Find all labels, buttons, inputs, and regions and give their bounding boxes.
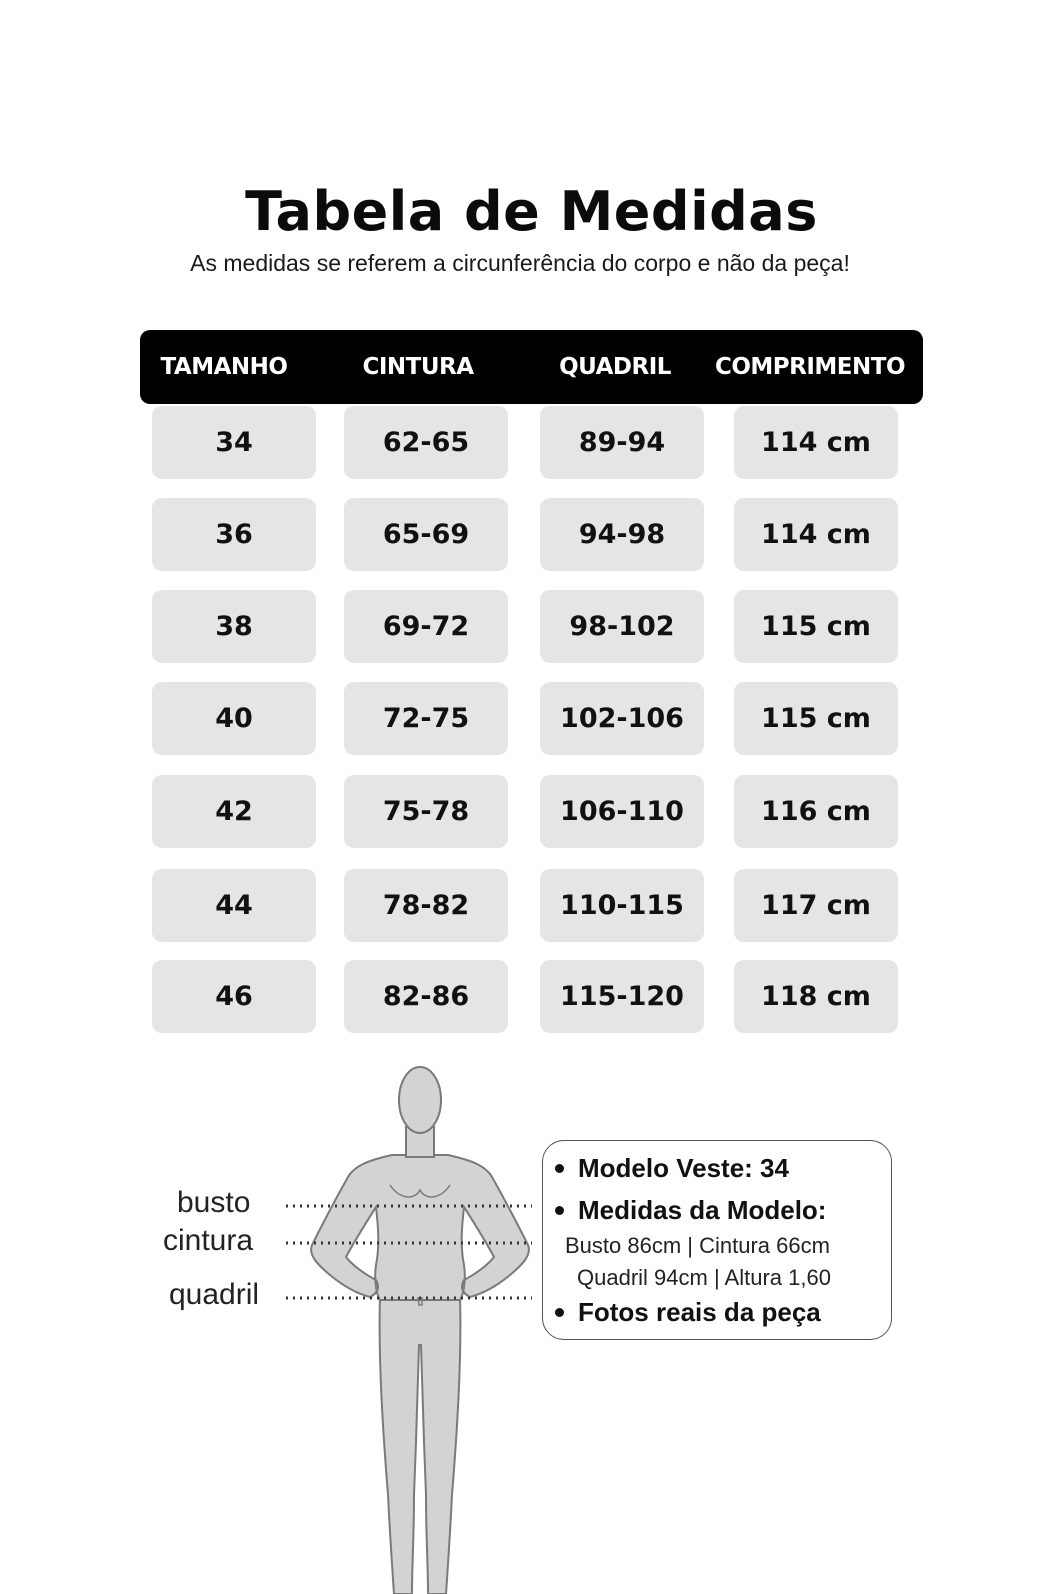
model-measures-line2: Quadril 94cm | Altura 1,60 — [577, 1265, 831, 1290]
cell-size: 44 — [152, 869, 316, 942]
header-hip: QUADRIL — [559, 354, 671, 380]
bullet-icon — [555, 1308, 564, 1317]
cell-waist: 75-78 — [344, 775, 508, 848]
bust-label: busto — [177, 1186, 251, 1219]
cell-size: 36 — [152, 498, 316, 571]
page-title: Tabela de Medidas — [245, 180, 818, 243]
cell-hip: 89-94 — [540, 406, 704, 479]
cell-hip: 106-110 — [540, 775, 704, 848]
cell-length: 115 cm — [734, 590, 898, 663]
cell-size: 46 — [152, 960, 316, 1033]
real-photos-text: Fotos reais da peça — [578, 1297, 821, 1327]
cell-length: 115 cm — [734, 682, 898, 755]
real-photos — [555, 1297, 821, 1328]
header-waist: CINTURA — [362, 354, 474, 380]
bullet-icon — [555, 1206, 564, 1215]
cell-waist: 78-82 — [344, 869, 508, 942]
model-measures — [555, 1195, 826, 1226]
page-subtitle: As medidas se referem a circunferência do corpo e não da peça! — [190, 250, 850, 276]
waist-label: cintura — [163, 1224, 254, 1257]
cell-size: 38 — [152, 590, 316, 663]
cell-hip: 110-115 — [540, 869, 704, 942]
cell-waist: 65-69 — [344, 498, 508, 571]
cell-size: 42 — [152, 775, 316, 848]
cell-length: 118 cm — [734, 960, 898, 1033]
cell-length: 114 cm — [734, 406, 898, 479]
bullet-icon — [555, 1164, 564, 1173]
model-wears-text: Modelo Veste: 34 — [578, 1153, 789, 1183]
cell-waist: 72-75 — [344, 682, 508, 755]
model-info-box — [542, 1140, 892, 1340]
cell-size: 34 — [152, 406, 316, 479]
cell-hip: 115-120 — [540, 960, 704, 1033]
model-measures-line1: Busto 86cm | Cintura 66cm — [565, 1233, 830, 1258]
cell-waist: 62-65 — [344, 406, 508, 479]
cell-length: 114 cm — [734, 498, 898, 571]
model-measures-text: Medidas da Modelo: — [578, 1195, 827, 1225]
cell-waist: 69-72 — [344, 590, 508, 663]
cell-hip: 102-106 — [540, 682, 704, 755]
hip-label: quadril — [169, 1278, 260, 1311]
cell-hip: 98-102 — [540, 590, 704, 663]
cell-hip: 94-98 — [540, 498, 704, 571]
model-wears — [555, 1153, 789, 1184]
cell-length: 116 cm — [734, 775, 898, 848]
cell-length: 117 cm — [734, 869, 898, 942]
cell-waist: 82-86 — [344, 960, 508, 1033]
header-length: COMPRIMENTO — [714, 354, 906, 380]
header-size: TAMANHO — [160, 354, 288, 380]
cell-size: 40 — [152, 682, 316, 755]
